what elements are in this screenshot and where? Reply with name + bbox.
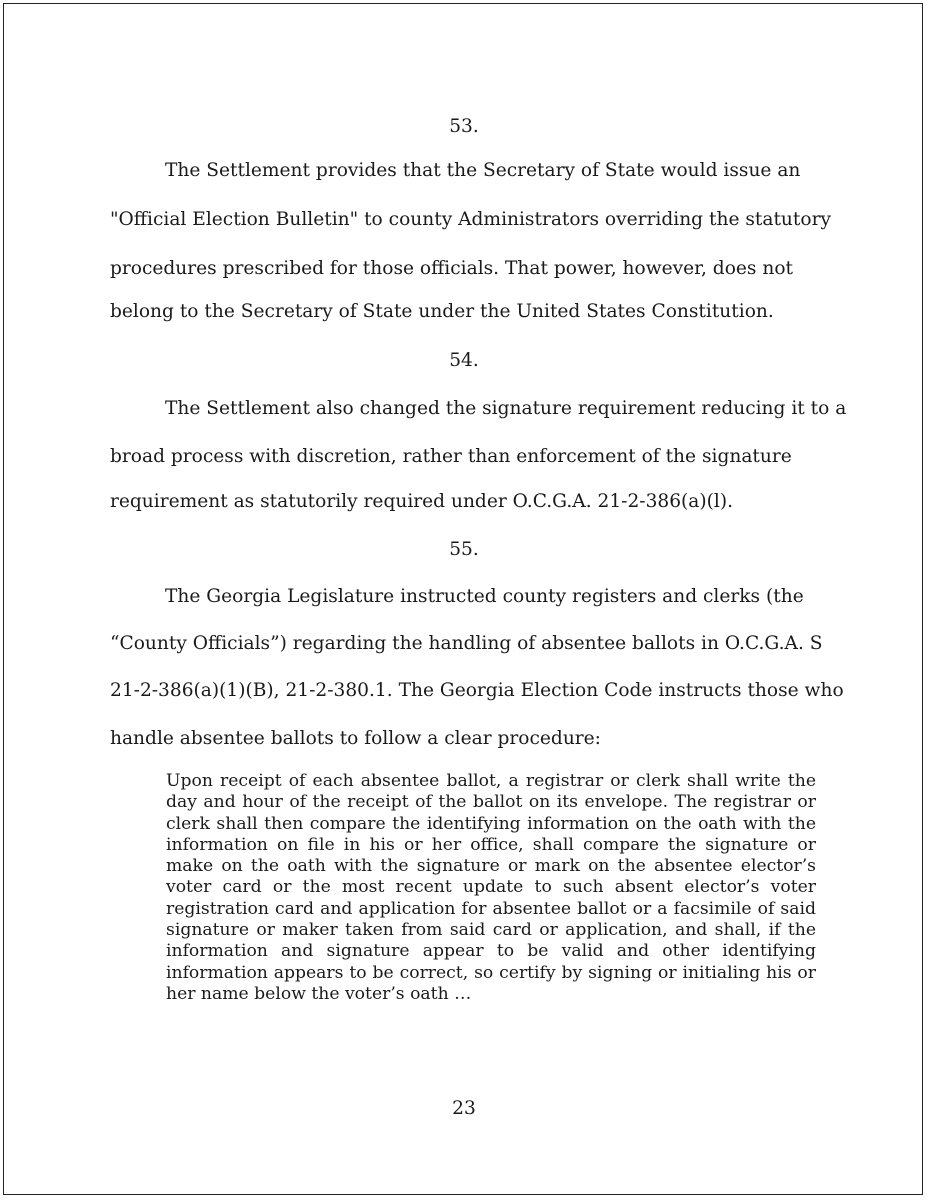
page-number: 23	[452, 1098, 476, 1119]
paragraph-55-line-1: The Georgia Legislature instructed county registers and clerks (the	[165, 586, 804, 607]
block-quote-statute: Upon receipt of each absentee ballot, a registrar or clerk shall write the day and hour of the receipt of the ballot on its envelope. The registrar or clerk shall then compare the identifying information on the oath with the information on file in his or her office, shall compare the signature or make on the oath with the signature or mark on the absentee elector’s voter card or the most recent update to such absent elector’s voter registration card and application for absentee ballot or a facsimile of said signature or maker taken from said card or application, and shall, if the information and signature appear to be valid and other identifying information appears to be correct, so certify by signing or initialing his or her name below the voter’s oath …	[166, 771, 816, 1004]
paragraph-55-line-2: “County Officials”) regarding the handling of absentee ballots in O.C.G.A. S	[110, 633, 823, 654]
paragraph-53-line-2: "Official Election Bulletin" to county Administrators overriding the statutory	[110, 209, 831, 230]
paragraph-55-line-3: 21-2-386(a)(1)(B), 21-2-380.1. The Georgia Election Code instructs those who	[110, 680, 844, 701]
paragraph-number-53: 53.	[449, 116, 479, 137]
paragraph-54-line-3: requirement as statutorily required under O.C.G.A. 21-2-386(a)(l).	[110, 491, 734, 512]
paragraph-number-55: 55.	[449, 539, 479, 560]
paragraph-55-line-4: handle absentee ballots to follow a clear procedure:	[110, 728, 601, 749]
paragraph-53-line-4: belong to the Secretary of State under the United States Constitution.	[110, 301, 774, 322]
paragraph-53-line-3: procedures prescribed for those officials. That power, however, does not	[110, 258, 793, 279]
paragraph-53-line-1: The Settlement provides that the Secretary of State would issue an	[165, 160, 801, 181]
paragraph-number-54: 54.	[449, 350, 479, 371]
paragraph-54-line-1: The Settlement also changed the signature requirement reducing it to a	[165, 398, 847, 419]
paragraph-54-line-2: broad process with discretion, rather than enforcement of the signature	[110, 446, 792, 467]
